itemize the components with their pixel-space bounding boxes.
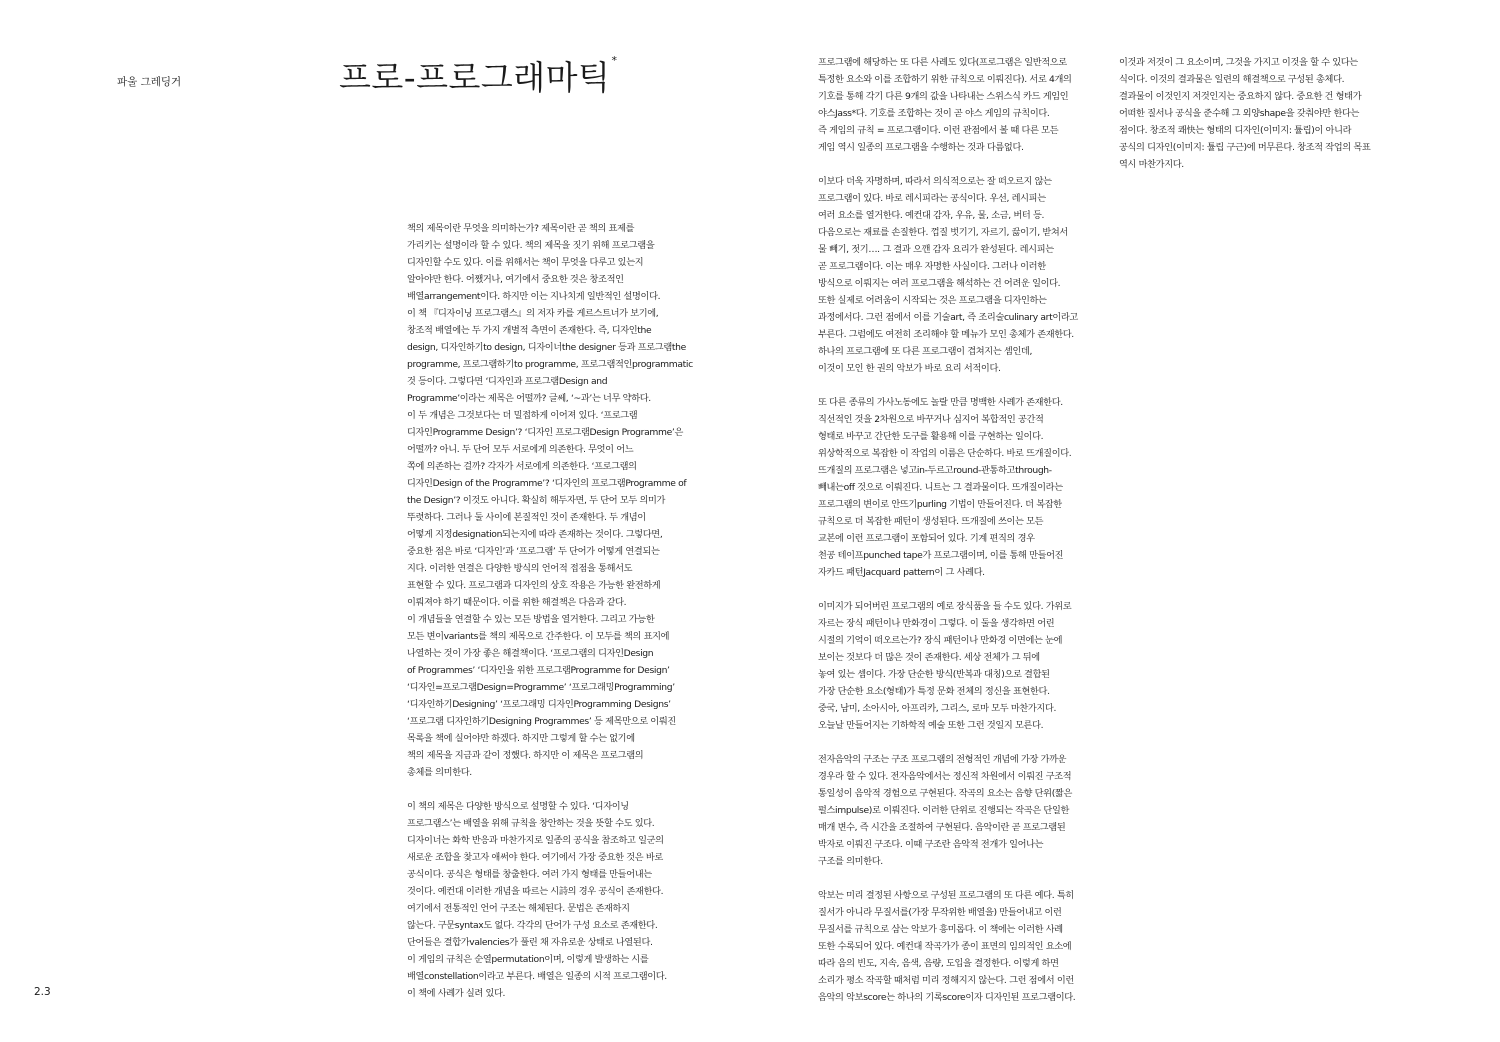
text-line: 이보다 더욱 자명하며, 따라서 의식적으로는 잘 떠오르지 않는	[818, 176, 1052, 187]
text-line: 가리키는 설명이라 할 수 있다. 책의 제목을 짓기 위해 프로그램을	[407, 240, 655, 251]
title-text: 프로-프로그래마틱	[339, 58, 611, 97]
text-line: 모든 변이variants를 책의 제목으로 간주한다. 이 모두를 책의 표지에	[407, 631, 670, 642]
text-line: 프로그램에 해당하는 또 다른 사례도 있다(프로그램은 일반적으로	[818, 57, 1067, 68]
text-line: programme, 프로그램하기to programme, 프로그램적인programmatic	[407, 359, 693, 370]
text-line: 자카드 패턴Jacquard pattern이 그 사례다.	[818, 567, 985, 578]
text-line: 규칙으로 더 복잡한 패턴이 생성된다. 뜨개질에 쓰이는 모든	[818, 516, 1044, 527]
text-line: 이미지가 되어버린 프로그램의 예로 장식품을 들 수도 있다. 가위로	[818, 601, 1072, 612]
text-line: 기호를 통해 각기 다른 9개의 값을 나타내는 스위스식 카드 게임인	[818, 91, 1069, 102]
text-line: 이 책 『디자이닝 프로그램스』의 저자 카를 게르스트너가 보기에,	[407, 308, 659, 319]
text-line: 놓여 있는 셈이다. 가장 단순한 방식(반복과 대칭)으로 결합된	[818, 669, 1050, 680]
text-line: 여러 요소를 열거한다. 예컨대 감자, 우유, 물, 소금, 버터 등.	[818, 210, 1045, 221]
text-line: 소리가 평소 작곡할 때처럼 미리 정해지지 않는다. 그런 점에서 이런	[818, 975, 1074, 986]
text-line: 야스Jass*다. 기호를 조합하는 것이 곧 야스 게임의 규칙이다.	[818, 108, 1050, 119]
text-line: ‘디자인=프로그램Design=Programme’ ‘프로그래밍Programming’	[407, 682, 675, 693]
text-line: 이것과 저것이 그 요소이며, 그것을 가지고 이것을 할 수 있다는	[1119, 57, 1358, 68]
text-line: 빼내는off 것으로 이뤄진다. 니트는 그 결과물이다. 뜨개질이라는	[818, 482, 1063, 493]
text-line: 디자인Programme Design’? ‘디자인 프로그램Design Programme’은	[407, 427, 683, 438]
text-line: 중요한 점은 바로 ‘디자인’과 ‘프로그램’ 두 단어가 어떻게 연결되는	[407, 546, 660, 557]
text-line: 악보는 미리 결정된 사항으로 구성된 프로그램의 또 다른 예다. 특히	[818, 890, 1074, 901]
text-line: 하나의 프로그램에 또 다른 프로그램이 겹쳐지는 셈인데,	[818, 346, 1033, 357]
text-line: 과정에서다. 그런 점에서 이를 기술art, 즉 조리술culinary art이라고	[818, 312, 1078, 323]
text-line: 무질서를 규칙으로 삼는 악보가 흥미롭다. 이 책에는 이러한 사례	[818, 924, 1063, 935]
paragraph	[818, 887, 1113, 1006]
text-line: 프로그램의 변이로 안뜨기purling 기법이 만들어진다. 더 복잡한	[818, 499, 1062, 510]
text-line: 표현할 수 있다. 프로그램과 디자인의 상호 작용은 가능한 완전하게	[407, 580, 661, 591]
text-line: 위상학적으로 복잡한 이 작업의 이름은 단순하다. 바로 뜨개질이다.	[818, 448, 1072, 459]
paragraph	[818, 751, 1113, 870]
text-line: 또한 수록되어 있다. 예컨대 작곡가가 종이 표면의 임의적인 요소에	[818, 941, 1072, 952]
author-name: 파울 그레딩거	[117, 76, 182, 88]
paragraph	[818, 173, 1113, 377]
text-line: 부른다. 그럼에도 여전히 조리해야 할 메뉴가 모인 총체가 존재한다.	[818, 329, 1074, 340]
text-line: 특정한 요소와 이를 조합하기 위한 규칙으로 이뤄진다). 서로 4개의	[818, 74, 1072, 85]
text-line: 알아야만 한다. 어쨌거나, 여기에서 중요한 것은 창조적인	[407, 274, 624, 285]
text-line: 박자로 이뤄진 구조다. 이때 구조란 음악적 전개가 일어나는	[818, 839, 1044, 850]
text-line: 프로그램스’는 배열을 위해 규칙을 창안하는 것을 뜻할 수도 있다.	[407, 818, 655, 829]
text-line: 경우라 할 수 있다. 전자음악에서는 정신적 차원에서 이뤄진 구조적	[818, 771, 1072, 782]
text-line: 지다. 이러한 연결은 다양한 방식의 언어적 접점을 통해서도	[407, 563, 633, 574]
text-line: 배열arrangement이다. 하지만 이는 지나치게 일반적인 설명이다.	[407, 291, 661, 302]
text-line: 이 두 개념은 그것보다는 더 밀접하게 이어져 있다. ‘프로그램	[407, 410, 638, 421]
text-line: 이 책의 제목은 다양한 방식으로 설명할 수 있다. ‘디자이닝	[407, 801, 629, 812]
text-line: 교본에 이런 프로그램이 포함되어 있다. 기계 편직의 경우	[818, 533, 1035, 544]
text-line: ‘디자인하기Designing’ ‘프로그래밍 디자인Programming Designs’	[407, 699, 671, 710]
text-line: of Programmes’ ‘디자인을 위한 프로그램Programme for Design’	[407, 665, 670, 676]
body-column-3	[1119, 54, 1409, 173]
paragraph	[818, 394, 1113, 581]
text-line: 질서가 아니라 무질서를(가장 무작위한 배열을) 만들어내고 이런	[818, 907, 1062, 918]
essay-title	[339, 52, 617, 99]
title-footnote-mark: *	[611, 54, 618, 67]
text-line: 매개 변수, 즉 시간을 조절하여 구현된다. 음악이란 곧 프로그램된	[818, 822, 1066, 833]
text-line: design, 디자인하기to design, 디자이너the designer 등과 프로그램the	[407, 342, 686, 353]
text-line: 뜨개질의 프로그램은 넣고in-두르고round-관통하고through-	[818, 465, 1052, 476]
text-line: 어떻게 지정designation되는지에 따라 존재하는 것이다. 그렇다면,	[407, 529, 663, 540]
paragraph	[1119, 54, 1409, 173]
text-line: 어떨까? 아니. 두 단어 모두 서로에게 의존한다. 무엇이 어느	[407, 444, 634, 455]
text-line: 단어들은 결합가valencies가 풀린 채 자유로운 상태로 나열된다.	[407, 937, 653, 948]
text-line: 따라 음의 빈도, 지속, 음색, 음량, 도입을 결정한다. 이렇게 하면	[818, 958, 1059, 969]
text-line: 천공 테이프punched tape가 프로그램이며, 이를 통해 만들어진	[818, 550, 1064, 561]
body-column-2	[818, 54, 1113, 1006]
text-line: 자르는 장식 패턴이나 만화경이 그렇다. 이 둘을 생각하면 어린	[818, 618, 1055, 629]
text-line: 음악의 악보score는 하나의 기록score이자 디자인된 프로그램이다.	[818, 992, 1076, 1003]
text-line: 이 개념들을 연결할 수 있는 모든 방법을 열거한다. 그리고 가능한	[407, 614, 655, 625]
paragraph	[407, 220, 707, 781]
text-line: 통일성이 음악적 경험으로 구현된다. 작곡의 요소는 음향 단위(짧은	[818, 788, 1072, 799]
page-number: 2.3	[34, 986, 51, 998]
text-line: 공식이다. 공식은 형태를 창출한다. 여러 가지 형태를 만들어내는	[407, 869, 652, 880]
text-line: 펄스impulse)로 이뤄진다. 이러한 단위로 진행되는 작곡은 단일한	[818, 805, 1070, 816]
text-line: 쪽에 의존하는 걸까? 각자가 서로에게 의존한다. ‘프로그램의	[407, 461, 637, 472]
text-line: 않는다. 구문syntax도 없다. 각각의 단어가 구성 요소로 존재한다.	[407, 920, 658, 931]
text-line: 점이다. 창조적 쾌快는 형태의 디자인(이미지: 튤립)이 아니라	[1119, 125, 1352, 136]
text-line: 책의 제목을 지금과 같이 정했다. 하지만 이 제목은 프로그램의	[407, 750, 644, 761]
text-line: 가장 단순한 요소(형태)가 특정 문화 전체의 정신을 표현한다.	[818, 686, 1050, 697]
text-line: 이 게임의 규칙은 순열permutation이며, 이렇게 발생하는 시를	[407, 954, 649, 965]
text-line: 역시 마찬가지다.	[1119, 159, 1184, 170]
text-line: 또한 실제로 어려움이 시작되는 것은 프로그램을 디자인하는	[818, 295, 1047, 306]
text-line: 이것이 모인 한 권의 악보가 바로 요리 서적이다.	[818, 363, 1001, 374]
text-line: the Design’? 이것도 아니다. 확실히 해두자면, 두 단어 모두 의미가	[407, 495, 666, 506]
text-line: 프로그램이 있다. 바로 레시피라는 공식이다. 우선, 레시피는	[818, 193, 1046, 204]
text-line: 방식으로 이뤄지는 여러 프로그램을 해석하는 건 어려운 일이다.	[818, 278, 1061, 289]
text-line: 배열constellation이라고 부른다. 배열은 일종의 시적 프로그램이다.	[407, 971, 667, 982]
text-line: 보이는 것보다 더 많은 것이 존재한다. 세상 전체가 그 뒤에	[818, 652, 1040, 663]
text-line: 창조적 배열에는 두 가지 개별적 측면이 존재한다. 즉, 디자인the	[407, 325, 652, 336]
text-line: 디자이너는 화학 반응과 마찬가지로 일종의 공식을 참조하고 일군의	[407, 835, 664, 846]
text-line: 오늘날 만들어지는 기하학적 예술 또한 그런 것일지 모른다.	[818, 720, 1044, 731]
text-line: Programme’이라는 제목은 어떨까? 글쎄, ‘~과’는 너무 약하다.	[407, 393, 651, 404]
text-line: 이 책에 사례가 실려 있다.	[407, 988, 506, 999]
text-line: 이뤄져야 하기 때문이다. 이를 위한 해결책은 다음과 같다.	[407, 597, 627, 608]
text-line: 전자음악의 구조는 구조 프로그램의 전형적인 개념에 가장 가까운	[818, 754, 1067, 765]
text-line: 다음으로는 재료를 손질한다. 껍질 벗기기, 자르기, 끓이기, 받쳐서	[818, 227, 1068, 238]
text-line: 뚜렷하다. 그러나 둘 사이에 본질적인 것이 존재한다. 두 개념이	[407, 512, 646, 523]
text-line: 디자인할 수도 있다. 이를 위해서는 책이 무엇을 다루고 있는지	[407, 257, 644, 268]
text-line: 게임 역시 일종의 프로그램을 수행하는 것과 다름없다.	[818, 142, 1024, 153]
text-line: 책의 제목이란 무엇을 의미하는가? 제목이란 곧 책의 표제를	[407, 223, 635, 234]
text-line: 새로운 조합을 찾고자 애써야 한다. 여기에서 가장 중요한 것은 바로	[407, 852, 663, 863]
paragraph	[407, 798, 707, 1002]
text-line: 디자인Design of the Programme’? ‘디자인의 프로그램Programme of	[407, 478, 687, 489]
text-line: 시절의 기억이 떠오르는가? 장식 패턴이나 만화경 이면에는 눈에	[818, 635, 1063, 646]
text-line: 어떠한 질서나 공식을 준수해 그 외양shape을 갖춰야만 한다는	[1119, 108, 1360, 119]
text-line: 중국, 남미, 소아시아, 아프리카, 그리스, 로마 모두 마찬가지다.	[818, 703, 1057, 714]
text-line: 목록을 책에 실어야만 하겠다. 하지만 그렇게 할 수는 없기에	[407, 733, 635, 744]
text-line: 즉 게임의 규칙 = 프로그램이다. 이런 관점에서 볼 때 다른 모든	[818, 125, 1059, 136]
text-line: 나열하는 것이 가장 좋은 해결책이다. ‘프로그램의 디자인Design	[407, 648, 654, 659]
paragraph	[818, 598, 1113, 734]
text-line: ‘프로그램 디자인하기Designing Programmes’ 등 제목만으로 이뤄진	[407, 716, 676, 727]
text-line: 형태로 바꾸고 간단한 도구를 활용해 이를 구현하는 일이다.	[818, 431, 1044, 442]
paragraph	[818, 54, 1113, 156]
text-line: 것이다. 예컨대 이러한 개념을 따르는 시詩의 경우 공식이 존재한다.	[407, 886, 664, 897]
text-line: 물 빼기, 젓기…. 그 결과 으깬 감자 요리가 완성된다. 레시피는	[818, 244, 1054, 255]
text-line: 식이다. 이것의 결과물은 일련의 해결책으로 구성된 총체다.	[1119, 74, 1345, 85]
text-line: 또 다른 종류의 가사노동에도 놀랄 만큼 명백한 사례가 존재한다.	[818, 397, 1063, 408]
body-column-1	[407, 220, 707, 1002]
text-line: 여기에서 전통적인 언어 구조는 해체된다. 문법은 존재하지	[407, 903, 630, 914]
text-line: 총체를 의미한다.	[407, 767, 472, 778]
text-line: 곧 프로그램이다. 이는 매우 자명한 사실이다. 그러나 이러한	[818, 261, 1046, 272]
text-line: 직선적인 것을 2차원으로 바꾸거나 심지어 복합적인 공간적	[818, 414, 1044, 425]
text-line: 것 등이다. 그렇다면 ‘디자인과 프로그램Design and	[407, 376, 608, 387]
text-line: 결과물이 이것인지 저것인지는 중요하지 않다. 중요한 건 형태가	[1119, 91, 1362, 102]
text-line: 구조를 의미한다.	[818, 856, 883, 867]
text-line: 공식의 디자인(이미지: 튤립 구근)에 머무른다. 창조적 작업의 목표	[1119, 142, 1371, 153]
